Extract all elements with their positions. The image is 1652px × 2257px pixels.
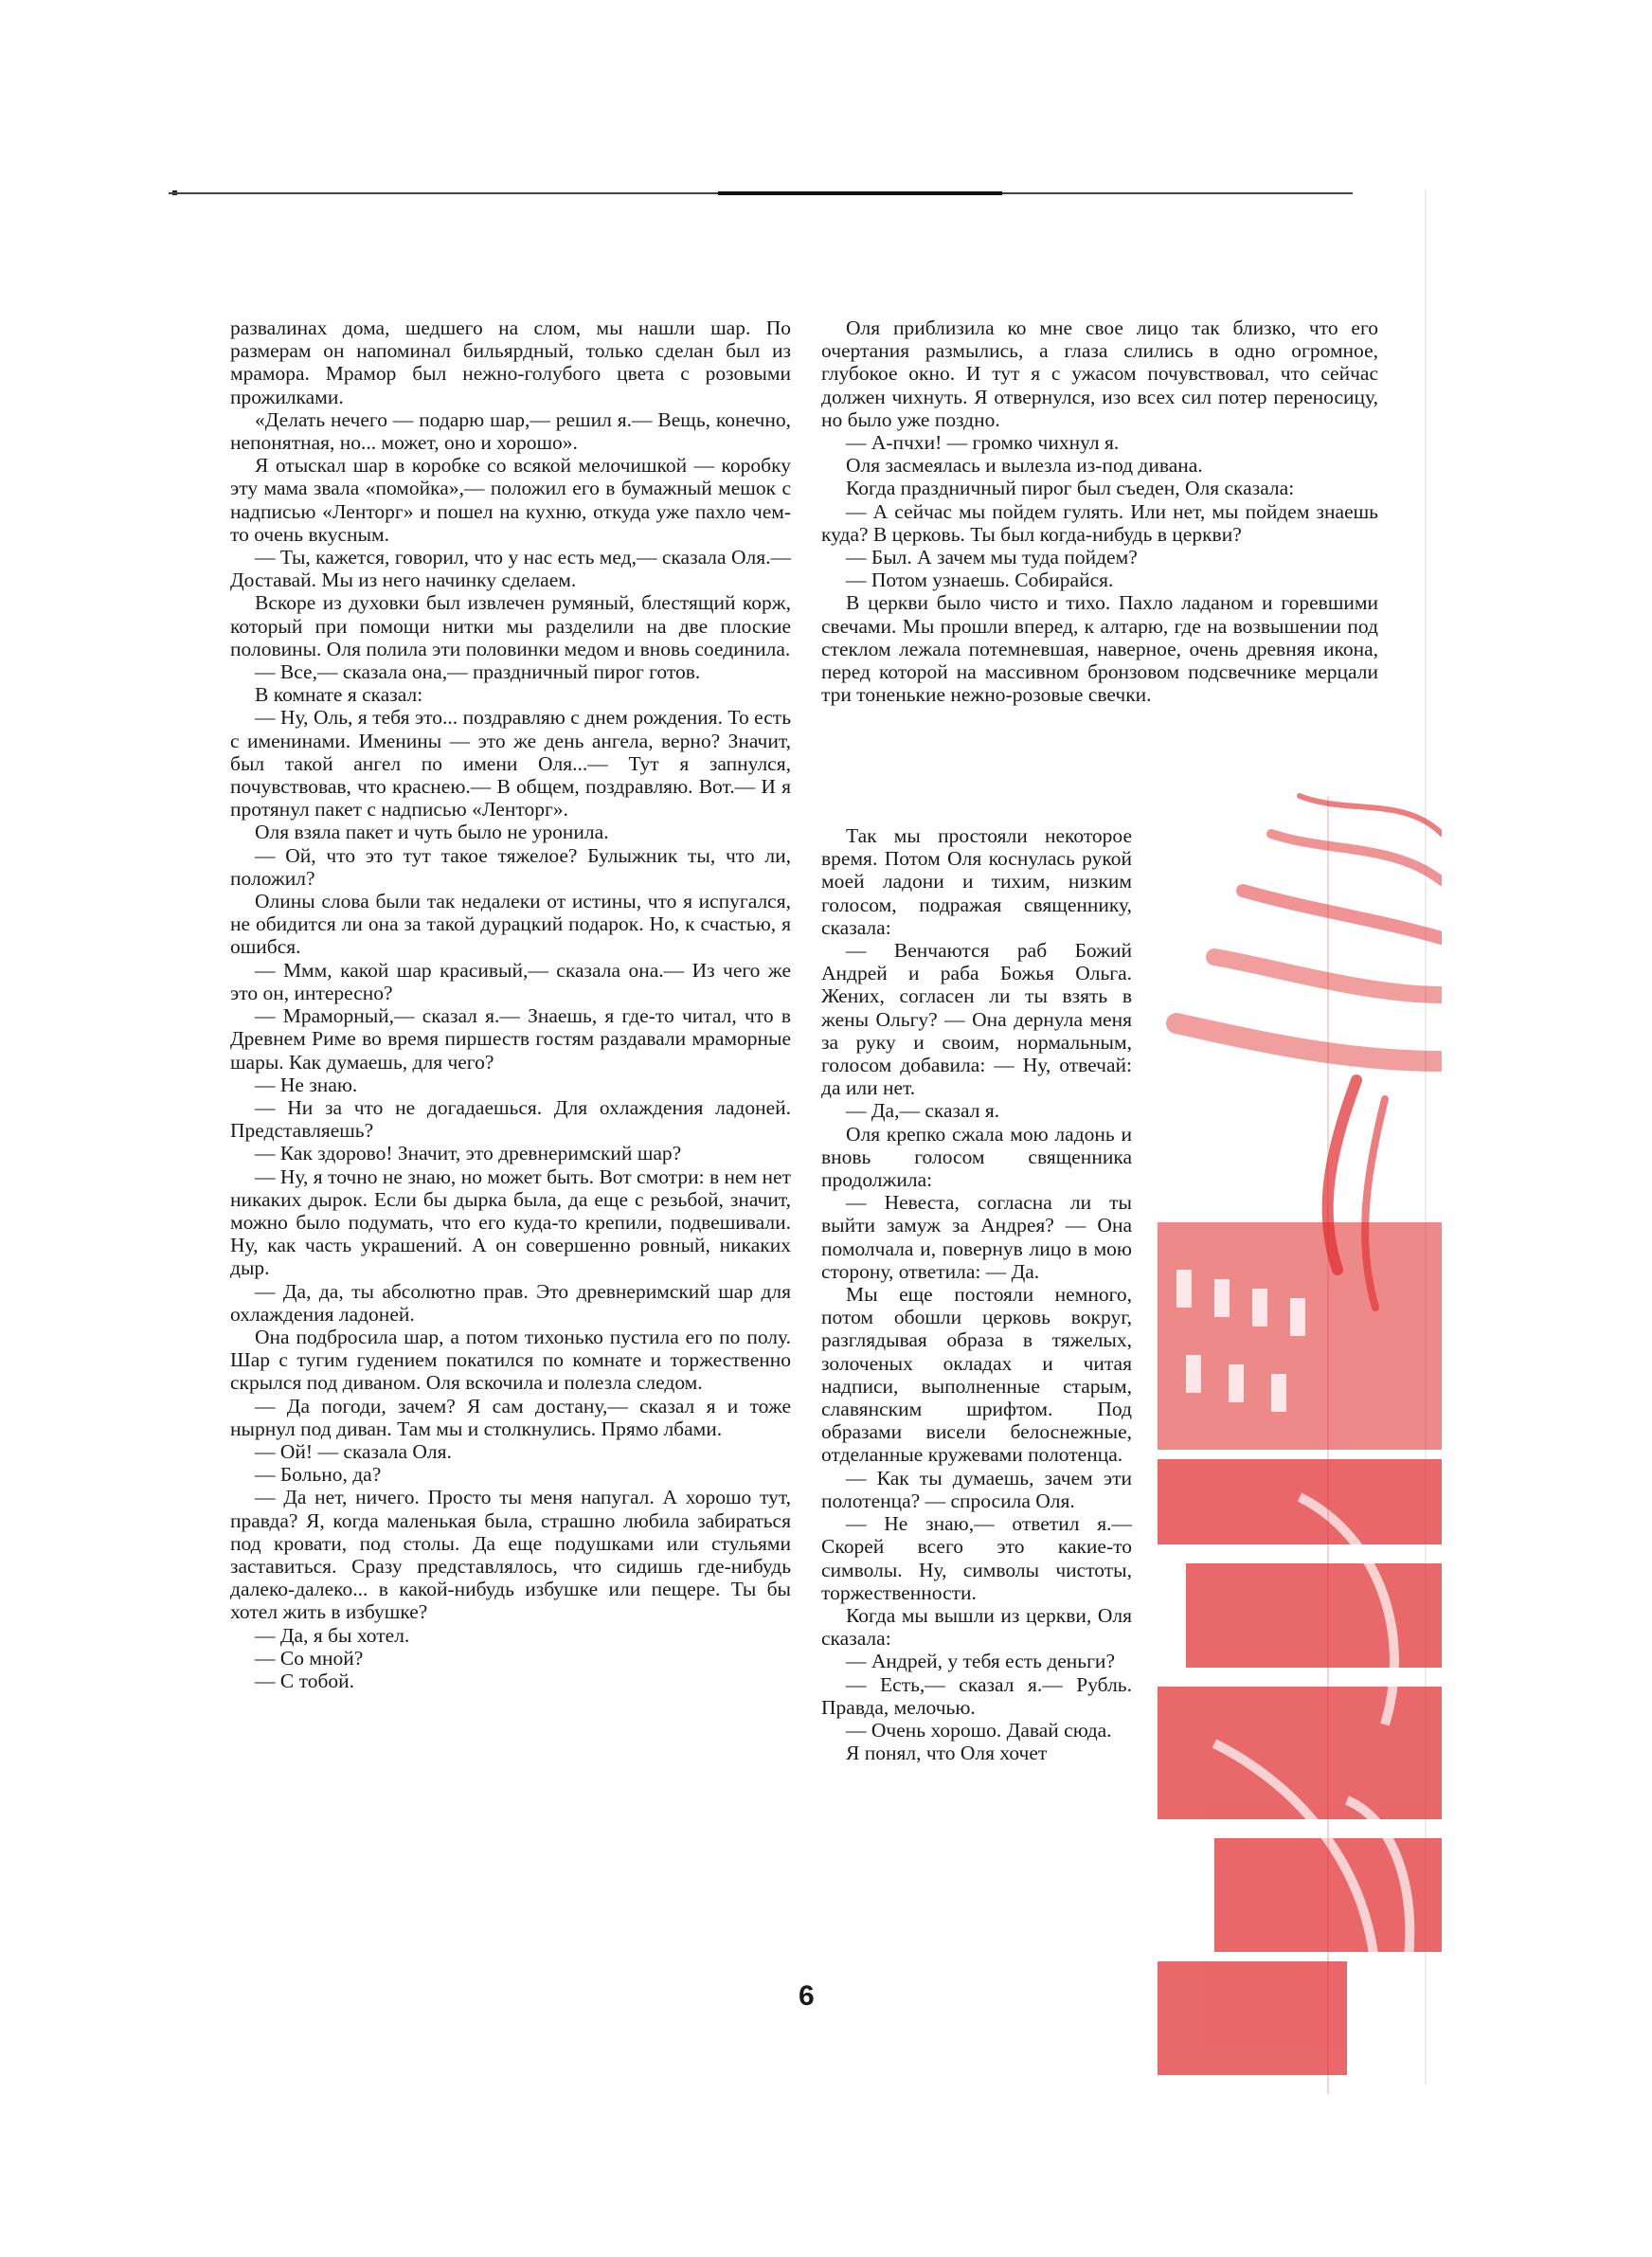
paragraph: В церкви было чисто и тихо. Пахло ладаном и горевшими свечами. Мы прошли вперед, к алтарю, где на возвышении под стеклом лежала потемневшая, наверное, очень древняя икона, перед которой на массивном бронзовом подсвечнике мерцали три тоненькие нежно-розовые свечки. (821, 591, 1378, 707)
paragraph: — Как здорово! Значит, это древнеримский шар? (255, 1142, 682, 1165)
paragraph: — Ни за что не догадаешься. Для охлаждения ладоней. Представляешь? (230, 1095, 791, 1143)
right-text-column-narrow (821, 824, 1132, 1764)
paragraph: — Да нет, ничего. Просто ты меня напугал. А хорошо тут, правда? Я, когда маленькая была, страшно любила забираться под кровати, под столы. Да еще подушками или стульями заставиться. Сразу представлялось, что сидишь где-нибудь далеко-далеко... в какой-нибудь избушке или пещере. Ты бы хотел жить в избушке? (230, 1486, 791, 1624)
paragraph: — Ой! — сказала Оля. (255, 1439, 452, 1463)
paragraph: развалинах дома, шедшего на слом, мы нашли шар. По размерам он напоминал бильярдный, только сделан был из мрамора. Мрамор был нежно-голубого цвета с розовыми прожилками. (230, 316, 791, 408)
paragraph: — Да, да, ты абсолютно прав. Это древнеримский шар для охлаждения ладоней. (230, 1279, 791, 1326)
paragraph: — С тобой. (255, 1669, 355, 1692)
paragraph: Оля взяла пакет и чуть было не уронила. (255, 821, 609, 844)
paragraph: — А сейчас мы пойдем гулять. Или нет, мы пойдем знаешь куда? В церковь. Ты был когда-нибудь в церкви? (821, 499, 1378, 546)
paragraph: Оля приблизила ко мне свое лицо так близко, что его очертания размылись, а глаза слились в одно огромное, глубокое окно. И тут я с ужасом почувствовал, что сейчас должен чихнуть. Я отвернулся, изо всех сил потер переносицу, но было уже поздно. (821, 316, 1378, 431)
paragraph: — А-пчхи! — громко чихнул я. (846, 431, 1120, 455)
paragraph: — Ну, я точно не знаю, но может быть. Вот смотри: в нем нет никаких дырок. Если бы дырка была, да еще с резьбой, значит, можно было подумать, что его куда-то крепили, подвешивали. Ну, как часть украшений. А он совершенно ровный, никаких дыр. (230, 1165, 791, 1280)
paragraph: — Со мной? (255, 1646, 364, 1670)
paragraph: — Как ты думаешь, зачем эти полотенца? — спросила Оля. (821, 1466, 1132, 1512)
paragraph: Я отыскал шар в коробке со всякой мелочишкой — коробку эту мама звала «помойка»,— положил его в бумажный мешок с надписью «Ленторг» и пошел на кухню, откуда уже пахло чем-то очень вкусным. (230, 454, 791, 546)
paragraph: — Да, я бы хотел. (255, 1623, 410, 1647)
paragraph: — Мраморный,— сказал я.— Знаешь, я где-то читал, что в Древнем Риме во время пиршеств гостям раздавали мраморные шары. Как думаешь, для чего? (230, 1004, 791, 1074)
paragraph: — Ммм, какой шар красивый,— сказала она.— Из чего же это он, интересно? (230, 958, 791, 1004)
paragraph: — Ты, кажется, говорил, что у нас есть мед,— сказала Оля.— Доставай. Мы из него начинку сделаем. (230, 546, 791, 592)
paragraph: — Андрей, у тебя есть деньги? (846, 1650, 1115, 1673)
paragraph: — Больно, да? (255, 1463, 382, 1487)
paragraph: — Потом узнаешь. Собирайся. (846, 569, 1114, 592)
right-text-column-top (821, 316, 1378, 706)
paragraph: — Ну, Оль, я тебя это... поздравляю с днем рождения. То есть с именинами. Именины — это же день ангела, верно? Значит, был такой ангел по имени Оля...— Тут я запнулся, почувствовав, что краснею.— В общем, поздравляю. Вот.— И я протянул пакет с надписью «Ленторг». (230, 706, 791, 822)
paragraph: — Очень хорошо. Давай сюда. (846, 1718, 1112, 1742)
paragraph: Вскоре из духовки был извлечен румяный, блестящий корж, который при помощи нитки мы разделили на две плоские половины. Оля полила эти половинки медом и вновь соединила. (230, 591, 791, 660)
paragraph: Оля засмеялась и вылезла из-под дивана. (846, 454, 1203, 478)
paragraph: «Делать нечего — подарю шар,— решил я.— Вещь, конечно, непонятная, но... может, оно и хорошо». (230, 407, 791, 455)
paragraph: — Все,— сказала она,— праздничный пирог готов. (255, 660, 701, 684)
paragraph: — Ой, что это тут такое тяжелое? Булыжник ты, что ли, положил? (230, 843, 791, 890)
paragraph: — Есть,— сказал я.— Рубль. Правда, мелочью. (821, 1672, 1132, 1719)
paragraph: Оля крепко сжала мою ладонь и вновь голосом священника продолжила: (821, 1122, 1132, 1192)
paragraph: — Не знаю. (255, 1073, 358, 1096)
paragraph: Она подбросила шар, а потом тихонько пустила его по полу. Шар с тугим гудением покатился по комнате и торжественно скрылся под диваном. Оля вскочила и полезла следом. (230, 1325, 791, 1395)
paragraph: — Венчаются раб Божий Андрей и раба Божья Ольга. Жених, согласен ли ты взять в жены Ольгу? — Она дернула меня за руку и своим, нормальным, голосом добавила: — Ну, отвечай: да или нет. (821, 939, 1132, 1100)
paragraph: — Невеста, согласна ли ты выйти замуж за Андрея? — Она помолчала и, повернув лицо в мою сторону, ответила: — Да. (821, 1191, 1132, 1283)
paragraph: В комнате я сказал: (255, 683, 423, 707)
paragraph: — Да погоди, зачем? Я сам достану,— сказал я и тоже нырнул под диван. Там мы и столкнулись. Прямо лбами. (230, 1394, 791, 1440)
paragraph: Мы еще постояли немного, потом обошли церковь вокруг, разглядывая образа в тяжелых, золоченых окладах и читая надписи, выполненные старым, славянским шрифтом. Под образами висели белоснежные, отделанные кружевами полотенца. (821, 1283, 1132, 1467)
left-text-column (230, 316, 791, 1692)
paragraph: Я понял, что Оля хочет (846, 1742, 1048, 1765)
paragraph: — Был. А зачем мы туда пойдем? (846, 546, 1138, 569)
red-chalk-illustration (1158, 777, 1442, 2094)
paragraph: Когда праздничный пирог был съеден, Оля сказала: (846, 477, 1295, 500)
page-number: 6 (799, 1980, 815, 2012)
header-rule (169, 192, 1353, 194)
paragraph: Так мы простояли некоторое время. Потом Оля коснулась рукой моей ладони и тихим, низким голосом, подражая священнику, сказала: (821, 824, 1132, 939)
paragraph: Когда мы вышли из церкви, Оля сказала: (821, 1603, 1132, 1651)
paragraph: — Да,— сказал я. (846, 1099, 1000, 1123)
paragraph: — Не знаю,— ответил я.— Скорей всего это какие-то символы. Ну, символы чистоты, торжественности. (821, 1512, 1132, 1604)
paragraph: Олины слова были так недалеки от истины, что я испугался, не обидится ли она за такой дурацкий подарок. Но, к счастью, я ошибся. (230, 890, 791, 959)
